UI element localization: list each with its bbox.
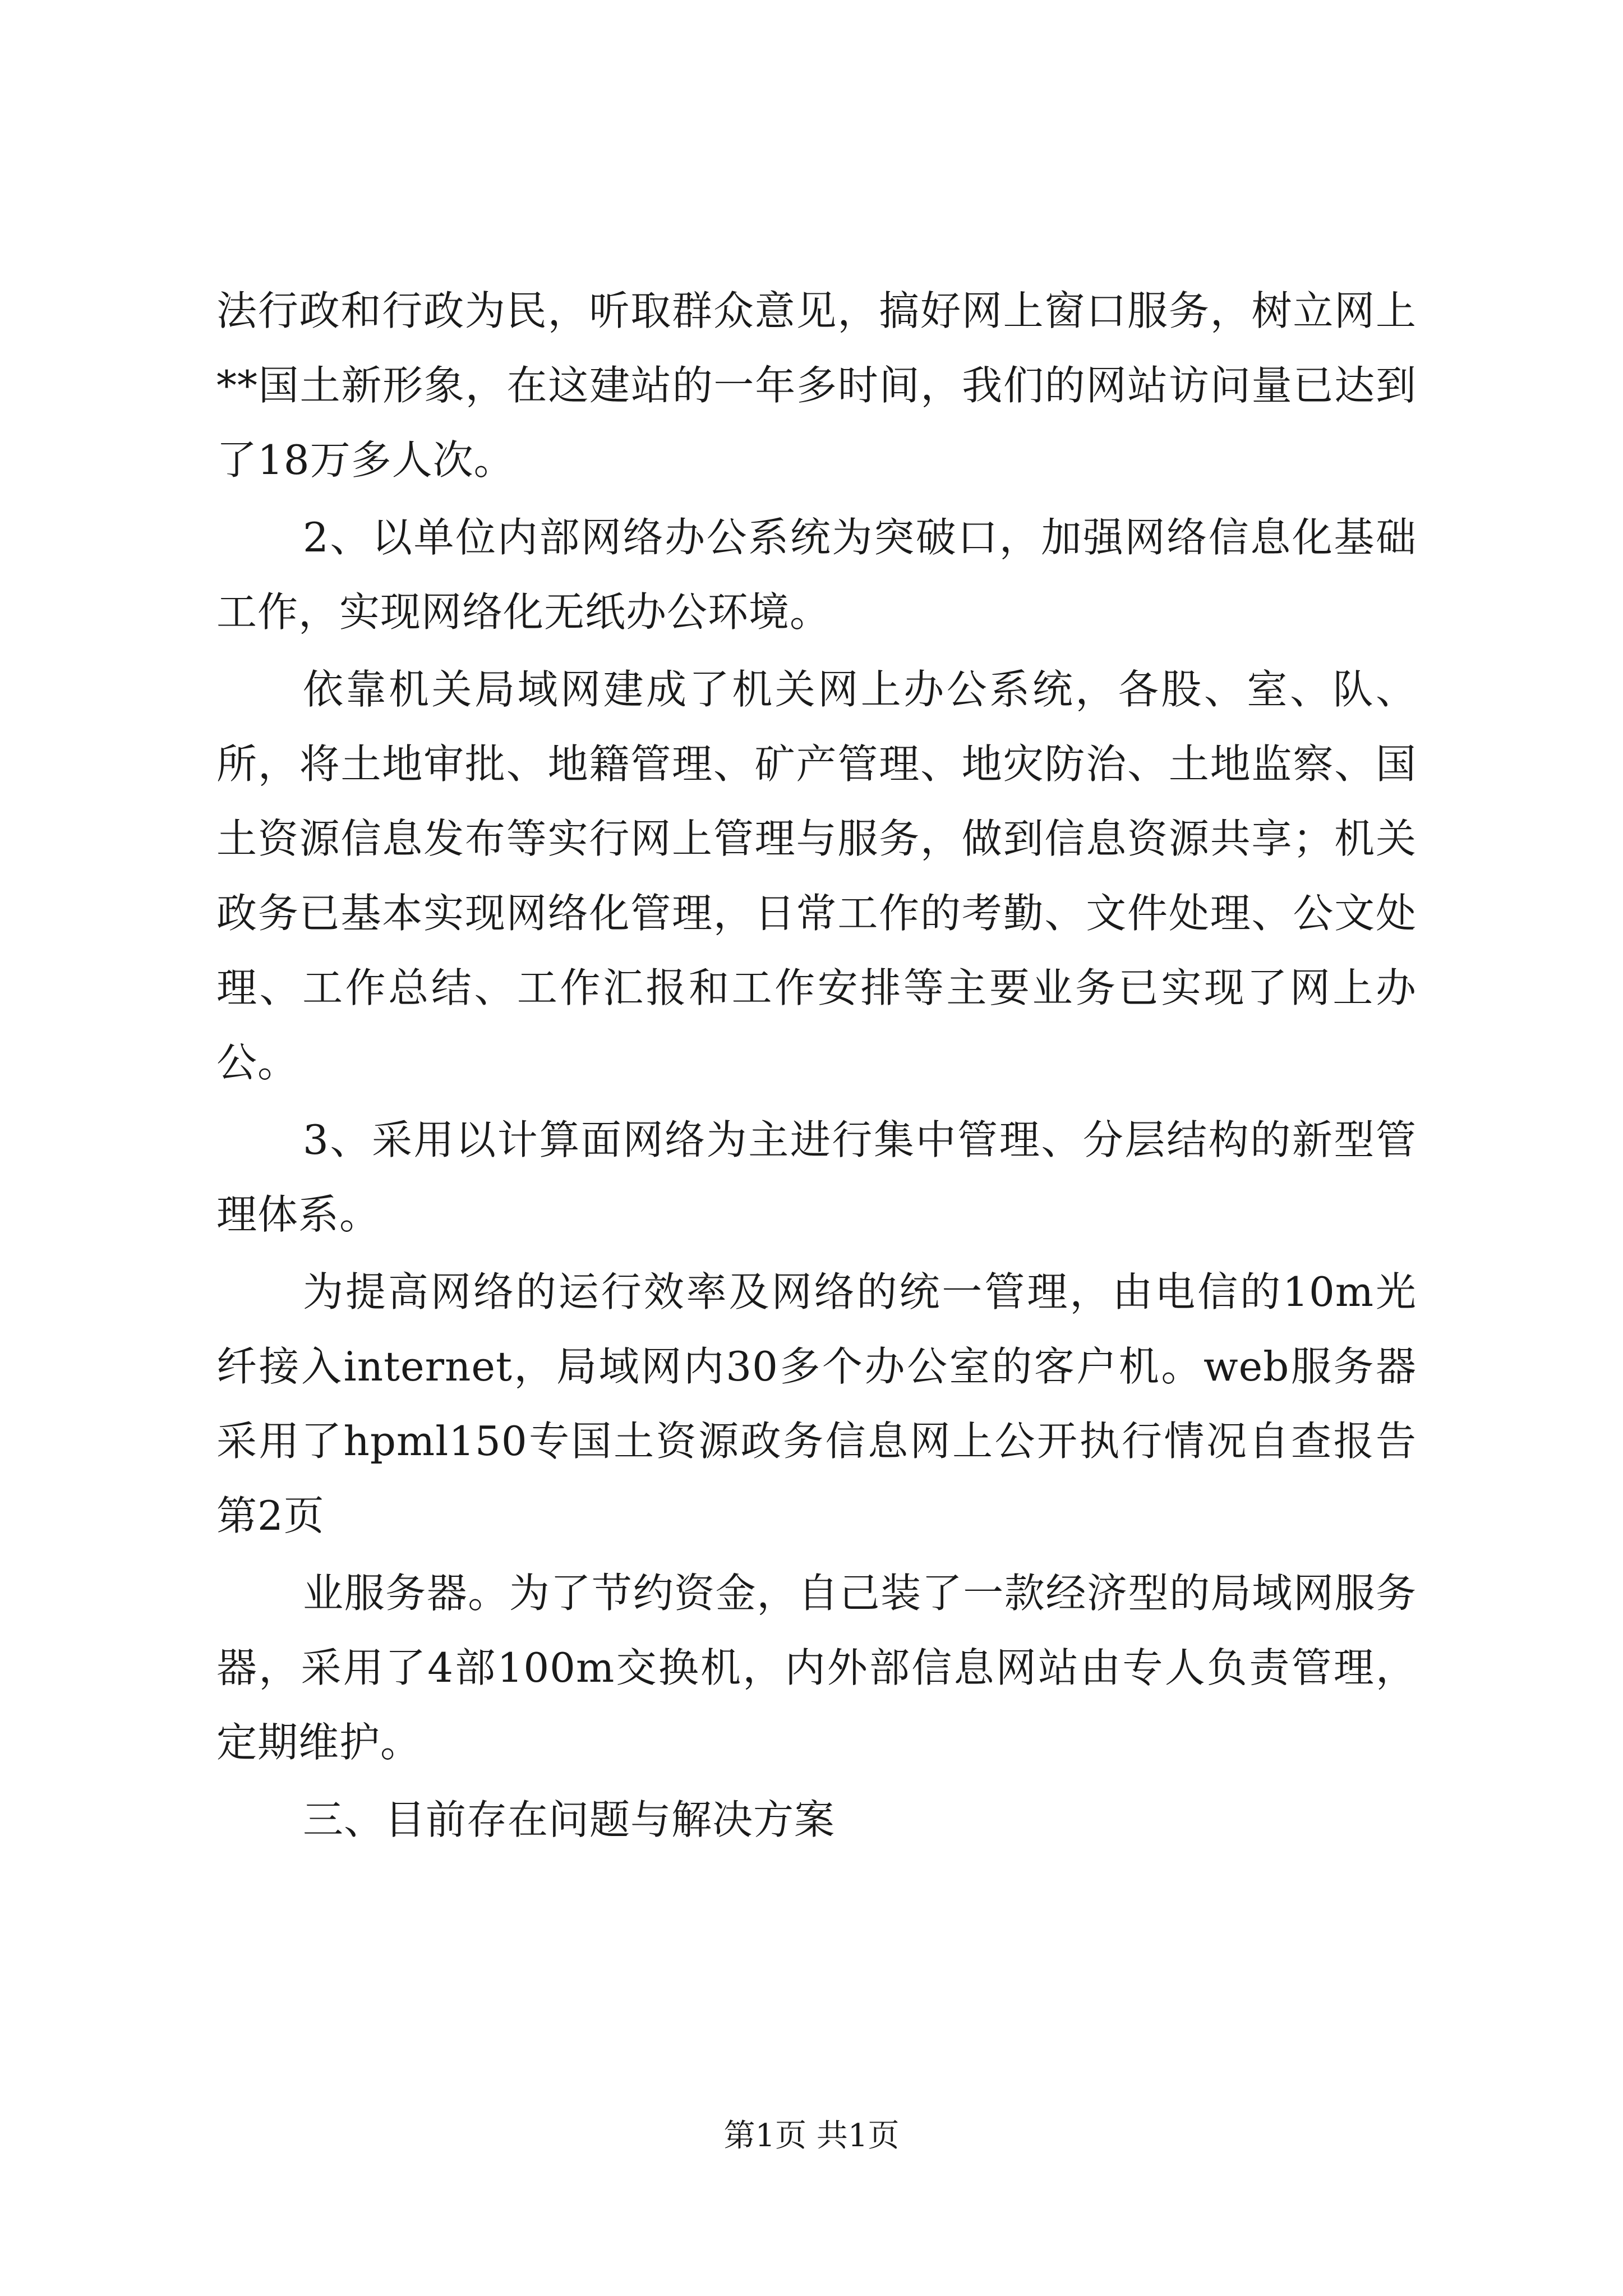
- page-number-label: 第1页 共1页: [723, 2118, 900, 2154]
- page-footer: [0, 2114, 1623, 2159]
- section-heading: 三、目前存在问题与解决方案: [303, 1796, 836, 1843]
- paragraph-2: 2、以单位内部网络办公系统为突破口，加强网络信息化基础工作，实现网络化无纸办公环境。: [216, 514, 1417, 636]
- document-body: [216, 274, 1417, 1860]
- paragraph-4: 3、采用以计算面网络为主进行集中管理、分层结构的新型管理体系。: [216, 1116, 1417, 1238]
- paragraph-3: 依靠机关局域网建成了机关网上办公系统，各股、室、队、所，将土地审批、地籍管理、矿产管理、地灾防治、土地监察、国土资源信息发布等实行网上管理与服务，做到信息资源共享；机关政务已基本实现网络化管理，日常工作的考勤、文件处理、公文处理、工作总结、工作汇报和工作安排等主要业务已实现了网上办公。: [216, 666, 1417, 1086]
- paragraph-5: 为提高网络的运行效率及网络的统一管理，由电信的10m光纤接入internet，局域网内30多个办公室的客户机。web服务器采用了hpml150专国土资源政务信息网上公开执行情况自查报告第2页: [216, 1268, 1417, 1539]
- paragraph-6: 业服务器。为了节约资金，自己装了一款经济型的局域网服务器，采用了4部100m交换机，内外部信息网站由专人负责管理，定期维护。: [216, 1570, 1417, 1766]
- paragraph-1: 法行政和行政为民，听取群众意见，搞好网上窗口服务，树立网上**国土新形象，在这建站的一年多时间，我们的网站访问量已达到了18万多人次。: [216, 287, 1417, 484]
